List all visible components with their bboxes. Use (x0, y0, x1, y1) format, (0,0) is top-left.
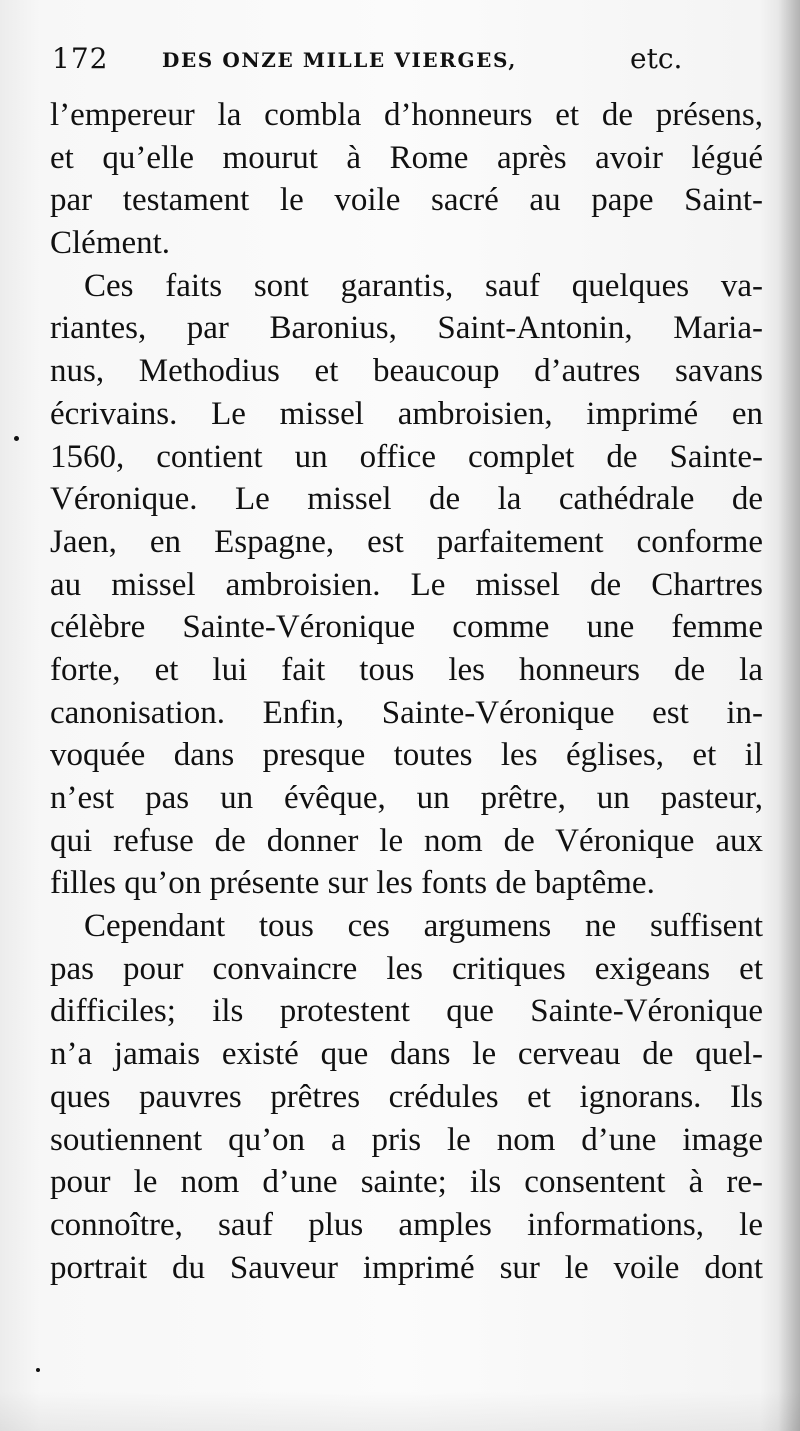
text-line: Cependant tous ces argumens ne suffisent (84, 908, 763, 945)
text-line: portrait du Sauveur imprimé sur le voile dont (50, 1249, 763, 1286)
text-line: Véronique. Le missel de la cathédrale de (50, 481, 763, 518)
text-line: connoître, sauf plus amples informations, le (50, 1206, 763, 1243)
text-line: soutiennent qu’on a pris le nom d’une image (50, 1121, 763, 1158)
text-line: l’empereur la combla d’honneurs et de présens, (50, 97, 763, 133)
text-line: n’est pas un évêque, un prêtre, un pasteur, (50, 780, 763, 816)
ink-speck (36, 1368, 40, 1372)
text-line: ques pauvres prêtres crédules et ignorans. Ils (50, 1078, 763, 1115)
text-line: célèbre Sainte-Véronique comme une femme (50, 609, 763, 646)
text-line: Jaen, en Espagne, est parfaitement conforme (50, 523, 763, 560)
text-line: pour le nom d’une sainte; ils consentent à re- (50, 1164, 763, 1201)
text-line: canonisation. Enfin, Sainte-Véronique est in- (50, 694, 763, 731)
ink-speck (14, 436, 19, 441)
page-number: 172 (52, 42, 109, 75)
text-line: par testament le voile sacré au pape Saint- (50, 182, 763, 219)
text-line: au missel ambroisien. Le missel de Chartres (50, 566, 763, 603)
text-line: forte, et lui fait tous les honneurs de la (50, 651, 763, 688)
text-line: 1560, contient un office complet de Sainte- (50, 438, 763, 475)
text-line: n’a jamais existé que dans le cerveau de quel- (50, 1036, 763, 1073)
text-line: voquée dans presque toutes les églises, et il (50, 737, 763, 774)
text-line: et qu’elle mourut à Rome après avoir légué (50, 139, 763, 176)
text-line: qui refuse de donner le nom de Véronique aux (50, 822, 763, 859)
text-line: riantes, par Baronius, Saint-Antonin, Maria- (50, 310, 763, 347)
text-line: Ces faits sont garantis, sauf quelques va- (84, 267, 763, 304)
text-line: filles qu’on présente sur les fonts de baptême. (50, 865, 655, 902)
text-line: écrivains. Le missel ambroisien, imprimé en (50, 395, 763, 432)
text-line: difficiles; ils protestent que Sainte-Véronique (50, 993, 763, 1030)
running-title: DES ONZE MILLE VIERGES, (162, 48, 517, 72)
page-bottom-shade (0, 1391, 800, 1431)
page-header (52, 40, 752, 84)
text-line: Clément. (50, 225, 171, 262)
running-title-tail: etc. (630, 42, 683, 75)
body-text (50, 94, 763, 1289)
text-line: pas pour convaincre les critiques exigeans et (50, 950, 763, 987)
page-edge-shadow (778, 0, 800, 1431)
text-line: nus, Methodius et beaucoup d’autres savans (50, 353, 763, 390)
